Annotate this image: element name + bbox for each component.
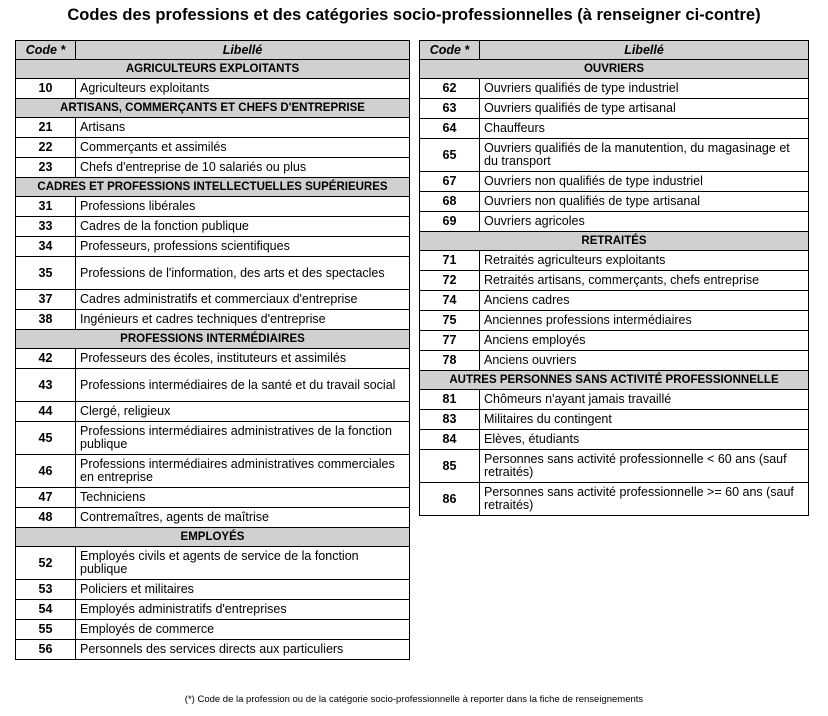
profession-label: Retraités agriculteurs exploitants xyxy=(480,251,809,271)
table-row xyxy=(16,349,410,369)
profession-label: Elèves, étudiants xyxy=(480,430,809,450)
profession-label: Ouvriers qualifiés de la manutention, du magasinage et du transport xyxy=(480,139,809,172)
table-row xyxy=(16,158,410,178)
profession-code: 47 xyxy=(16,488,76,508)
category-header: OUVRIERS xyxy=(420,60,809,79)
table-row xyxy=(16,508,410,528)
table-row xyxy=(16,488,410,508)
profession-code: 31 xyxy=(16,197,76,217)
profession-label: Chefs d'entreprise de 10 salariés ou plus xyxy=(76,158,410,178)
profession-label: Employés civils et agents de service de la fonction publique xyxy=(76,547,410,580)
profession-label: Professions de l'information, des arts et des spectacles xyxy=(76,257,410,290)
table-row xyxy=(420,212,809,232)
profession-code: 78 xyxy=(420,351,480,371)
profession-code: 44 xyxy=(16,402,76,422)
category-header: RETRAITÉS xyxy=(420,232,809,251)
table-row xyxy=(420,311,809,331)
category-header-row xyxy=(16,178,410,197)
profession-code: 42 xyxy=(16,349,76,369)
profession-code: 55 xyxy=(16,620,76,640)
table-row xyxy=(16,310,410,330)
profession-label: Agriculteurs exploitants xyxy=(76,79,410,99)
profession-code: 35 xyxy=(16,257,76,290)
profession-label: Ouvriers non qualifiés de type industriel xyxy=(480,172,809,192)
profession-code: 69 xyxy=(420,212,480,232)
table-row xyxy=(16,620,410,640)
table-row xyxy=(420,271,809,291)
profession-label: Professions intermédiaires de la santé et du travail social xyxy=(76,369,410,402)
profession-code: 21 xyxy=(16,118,76,138)
profession-label: Chômeurs n'ayant jamais travaillé xyxy=(480,390,809,410)
table-row xyxy=(420,351,809,371)
profession-code: 54 xyxy=(16,600,76,620)
table-row xyxy=(16,640,410,660)
profession-code: 23 xyxy=(16,158,76,178)
profession-label: Professions libérales xyxy=(76,197,410,217)
category-header: AUTRES PERSONNES SANS ACTIVITÉ PROFESSIONNELLE xyxy=(420,371,809,390)
profession-code: 85 xyxy=(420,450,480,483)
profession-code: 48 xyxy=(16,508,76,528)
category-header-row xyxy=(420,232,809,251)
profession-code: 33 xyxy=(16,217,76,237)
footnote: (*) Code de la profession ou de la catégorie socio-professionnelle à reporter dans la fiche de renseignements xyxy=(184,694,644,705)
profession-code: 83 xyxy=(420,410,480,430)
table-row xyxy=(16,257,410,290)
profession-label: Ingénieurs et cadres techniques d'entreprise xyxy=(76,310,410,330)
profession-label: Retraités artisans, commerçants, chefs entreprise xyxy=(480,271,809,291)
profession-code: 72 xyxy=(420,271,480,291)
table-row xyxy=(420,390,809,410)
profession-code: 43 xyxy=(16,369,76,402)
table-row xyxy=(420,119,809,139)
profession-label: Professeurs, professions scientifiques xyxy=(76,237,410,257)
table-row xyxy=(420,430,809,450)
table-row xyxy=(16,547,410,580)
page-title: Codes des professions et des catégories socio-professionnelles (à renseigner ci-contre) xyxy=(67,6,761,24)
category-header: AGRICULTEURS EXPLOITANTS xyxy=(16,60,410,79)
table-row xyxy=(420,410,809,430)
profession-label: Anciens cadres xyxy=(480,291,809,311)
category-header-row xyxy=(16,528,410,547)
column-header-label: Libellé xyxy=(480,41,809,60)
profession-code: 68 xyxy=(420,192,480,212)
category-header-row xyxy=(16,99,410,118)
table-row xyxy=(16,237,410,257)
profession-label: Ouvriers agricoles xyxy=(480,212,809,232)
profession-code: 77 xyxy=(420,331,480,351)
profession-code: 46 xyxy=(16,455,76,488)
profession-label: Personnels des services directs aux particuliers xyxy=(76,640,410,660)
profession-code: 10 xyxy=(16,79,76,99)
table-row xyxy=(420,251,809,271)
category-header: EMPLOYÉS xyxy=(16,528,410,547)
profession-code: 34 xyxy=(16,237,76,257)
profession-label: Personnes sans activité professionnelle < 60 ans (sauf retraités) xyxy=(480,450,809,483)
profession-label: Chauffeurs xyxy=(480,119,809,139)
table-row xyxy=(16,217,410,237)
profession-code: 37 xyxy=(16,290,76,310)
table-row xyxy=(420,331,809,351)
table-row xyxy=(16,600,410,620)
table-header-row xyxy=(420,41,809,60)
profession-code: 62 xyxy=(420,79,480,99)
profession-code: 86 xyxy=(420,483,480,516)
profession-code: 81 xyxy=(420,390,480,410)
table-row xyxy=(16,197,410,217)
profession-label: Ouvriers qualifiés de type artisanal xyxy=(480,99,809,119)
profession-label: Employés administratifs d'entreprises xyxy=(76,600,410,620)
profession-label: Cadres administratifs et commerciaux d'entreprise xyxy=(76,290,410,310)
profession-code: 63 xyxy=(420,99,480,119)
table-header-row xyxy=(16,41,410,60)
table-row xyxy=(420,99,809,119)
profession-code: 52 xyxy=(16,547,76,580)
table-row xyxy=(16,402,410,422)
profession-code: 22 xyxy=(16,138,76,158)
profession-code: 65 xyxy=(420,139,480,172)
table-row xyxy=(420,450,809,483)
profession-label: Cadres de la fonction publique xyxy=(76,217,410,237)
table-row xyxy=(420,291,809,311)
profession-label: Professions intermédiaires administratives de la fonction publique xyxy=(76,422,410,455)
profession-label: Clergé, religieux xyxy=(76,402,410,422)
category-header: PROFESSIONS INTERMÉDIAIRES xyxy=(16,330,410,349)
table-row xyxy=(16,79,410,99)
profession-code: 64 xyxy=(420,119,480,139)
profession-label: Ouvriers qualifiés de type industriel xyxy=(480,79,809,99)
table-row xyxy=(16,422,410,455)
table-row xyxy=(16,580,410,600)
profession-label: Anciens ouvriers xyxy=(480,351,809,371)
profession-label: Policiers et militaires xyxy=(76,580,410,600)
table-row xyxy=(16,369,410,402)
profession-code: 75 xyxy=(420,311,480,331)
table-row xyxy=(420,139,809,172)
profession-label: Professions intermédiaires administratives commerciales en entreprise xyxy=(76,455,410,488)
column-header-label: Libellé xyxy=(76,41,410,60)
profession-label: Employés de commerce xyxy=(76,620,410,640)
profession-label: Contremaîtres, agents de maîtrise xyxy=(76,508,410,528)
profession-label: Techniciens xyxy=(76,488,410,508)
category-header-row xyxy=(16,60,410,79)
table-row xyxy=(420,172,809,192)
column-header-code: Code * xyxy=(420,41,480,60)
table-row xyxy=(16,118,410,138)
profession-label: Ouvriers non qualifiés de type artisanal xyxy=(480,192,809,212)
table-row xyxy=(16,138,410,158)
profession-code: 56 xyxy=(16,640,76,660)
profession-label: Personnes sans activité professionnelle >= 60 ans (sauf retraités) xyxy=(480,483,809,516)
category-header: ARTISANS, COMMERÇANTS ET CHEFS D'ENTREPRISE xyxy=(16,99,410,118)
table-row xyxy=(420,79,809,99)
table-row xyxy=(16,455,410,488)
profession-label: Anciens employés xyxy=(480,331,809,351)
profession-label: Anciennes professions intermédiaires xyxy=(480,311,809,331)
left-table xyxy=(15,40,410,660)
table-row xyxy=(16,290,410,310)
profession-code: 74 xyxy=(420,291,480,311)
table-row xyxy=(420,483,809,516)
profession-code: 45 xyxy=(16,422,76,455)
profession-label: Militaires du contingent xyxy=(480,410,809,430)
category-header-row xyxy=(16,330,410,349)
profession-code: 53 xyxy=(16,580,76,600)
column-header-code: Code * xyxy=(16,41,76,60)
profession-code: 67 xyxy=(420,172,480,192)
profession-label: Artisans xyxy=(76,118,410,138)
profession-code: 71 xyxy=(420,251,480,271)
profession-label: Professeurs des écoles, instituteurs et assimilés xyxy=(76,349,410,369)
table-row xyxy=(420,192,809,212)
profession-label: Commerçants et assimilés xyxy=(76,138,410,158)
category-header-row xyxy=(420,60,809,79)
category-header-row xyxy=(420,371,809,390)
category-header: CADRES ET PROFESSIONS INTELLECTUELLES SUPÉRIEURES xyxy=(16,178,410,197)
profession-code: 84 xyxy=(420,430,480,450)
profession-code: 38 xyxy=(16,310,76,330)
right-table xyxy=(419,40,809,516)
